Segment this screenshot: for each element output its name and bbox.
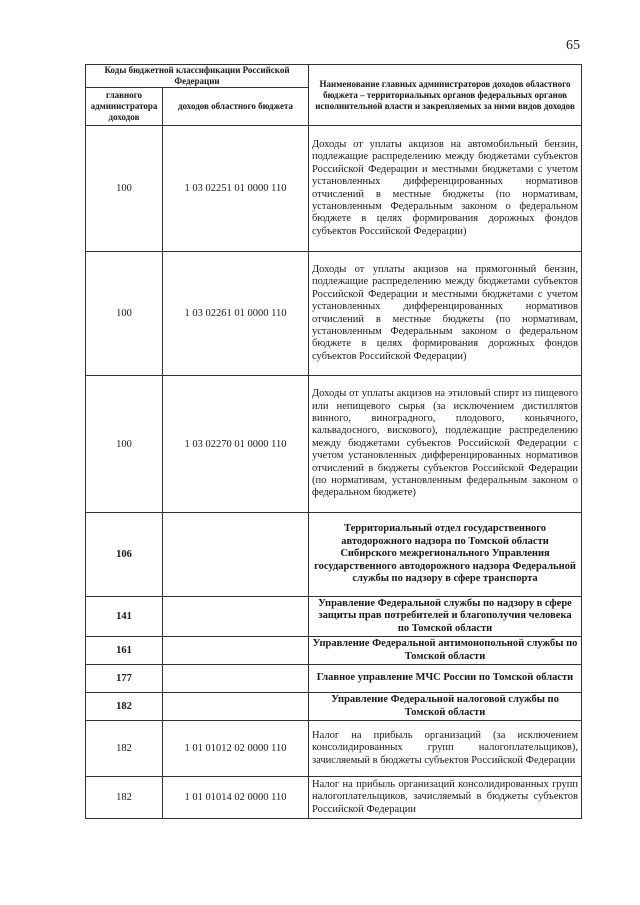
admin-code-cell: 182 [86,777,163,819]
table-row [86,376,582,513]
table-row [86,665,582,693]
administrator-name-cell: Управление Федеральной службы по надзору в сфере защиты прав потребителей и благополучия человека по Томской области [309,597,582,637]
income-code-cell [163,665,309,693]
income-code-cell [163,513,309,597]
admin-code-cell: 100 [86,376,163,513]
table-row [86,721,582,777]
table-row [86,777,582,819]
admin-code-cell: 100 [86,126,163,252]
income-name-cell: Налог на прибыль организаций консолидированных групп налогоплательщиков, зачисляемый в бюджеты субъектов Российской Федерации [309,777,582,819]
table-row [86,126,582,252]
income-name-cell: Доходы от уплаты акцизов на автомобильный бензин, подлежащие распределению между бюджетами субъектов Российской Федерации и местными бюджетами с учетом установленных дифференцированных нормативов отчислений в местные бюджеты (по нормативам, установленным Федеральным законом о федеральном бюджете в целях формирования дорожных фондов субъектов Российской Федерации) [309,126,582,252]
administrator-name-cell: Управление Федеральной антимонопольной службы по Томской области [309,637,582,665]
admin-code-cell: 161 [86,637,163,665]
table-row [86,252,582,376]
income-code-cell [163,693,309,721]
table-row [86,693,582,721]
admin-code-cell: 182 [86,721,163,777]
administrator-name-cell: Главное управление МЧС России по Томской области [309,665,582,693]
admin-code-cell: 182 [86,693,163,721]
admin-code-cell: 141 [86,597,163,637]
administrator-name-cell: Территориальный отдел государственного автодорожного надзора по Томской области Сибирского межрегионального Управления государственного автодорожного надзора Федеральной службы по надзору в сфере транспорта [309,513,582,597]
table-row [86,597,582,637]
table-row [86,637,582,665]
admin-code-cell: 177 [86,665,163,693]
admin-code-cell: 100 [86,252,163,376]
header-name: Наименование главных администраторов доходов областного бюджета – территориальных органов федеральных органов исполнительной власти и закрепляемых за ними видов доходов [309,65,582,126]
table-row [86,513,582,597]
header-income-code: доходов областного бюджета [163,88,309,126]
header-codes-group: Коды бюджетной классификации Российской Федерации [86,65,309,88]
income-name-cell: Налог на прибыль организаций (за исключением консолидированных групп налогоплательщиков), зачисляемый в бюджеты субъектов Российской Федерации [309,721,582,777]
income-name-cell: Доходы от уплаты акцизов на этиловый спирт из пищевого или непищевого сырья (за исключением дистиллятов винного, виноградного, плодового, коньячного, кальвадосного, вискового), подлежащие распределению между бюджетами субъектов Российской Федерации с учетом установленных дифференцированных нормативов отчислений в бюджеты субъектов Российской Федерации (по нормативам, установленным федеральным законом о федеральном бюджете) [309,376,582,513]
income-code-cell: 1 01 01012 02 0000 110 [163,721,309,777]
income-code-cell [163,597,309,637]
header-admin-code: главного администратора доходов [86,88,163,126]
income-code-cell: 1 03 02270 01 0000 110 [163,376,309,513]
income-code-cell [163,637,309,665]
administrator-name-cell: Управление Федеральной налоговой службы по Томской области [309,693,582,721]
income-code-cell: 1 03 02261 01 0000 110 [163,252,309,376]
income-code-cell: 1 03 02251 01 0000 110 [163,126,309,252]
income-name-cell: Доходы от уплаты акцизов на прямогонный бензин, подлежащие распределению между бюджетами субъектов Российской Федерации и местными бюджетами с учетом установленных дифференцированных нормативов отчислений в местные бюджеты (по нормативам, установленным Федеральным законом о федеральном бюджете в целях формирования дорожных фондов субъектов Российской Федерации) [309,252,582,376]
page-number: 65 [566,38,580,53]
budget-classification-table [85,64,582,819]
admin-code-cell: 106 [86,513,163,597]
income-code-cell: 1 01 01014 02 0000 110 [163,777,309,819]
